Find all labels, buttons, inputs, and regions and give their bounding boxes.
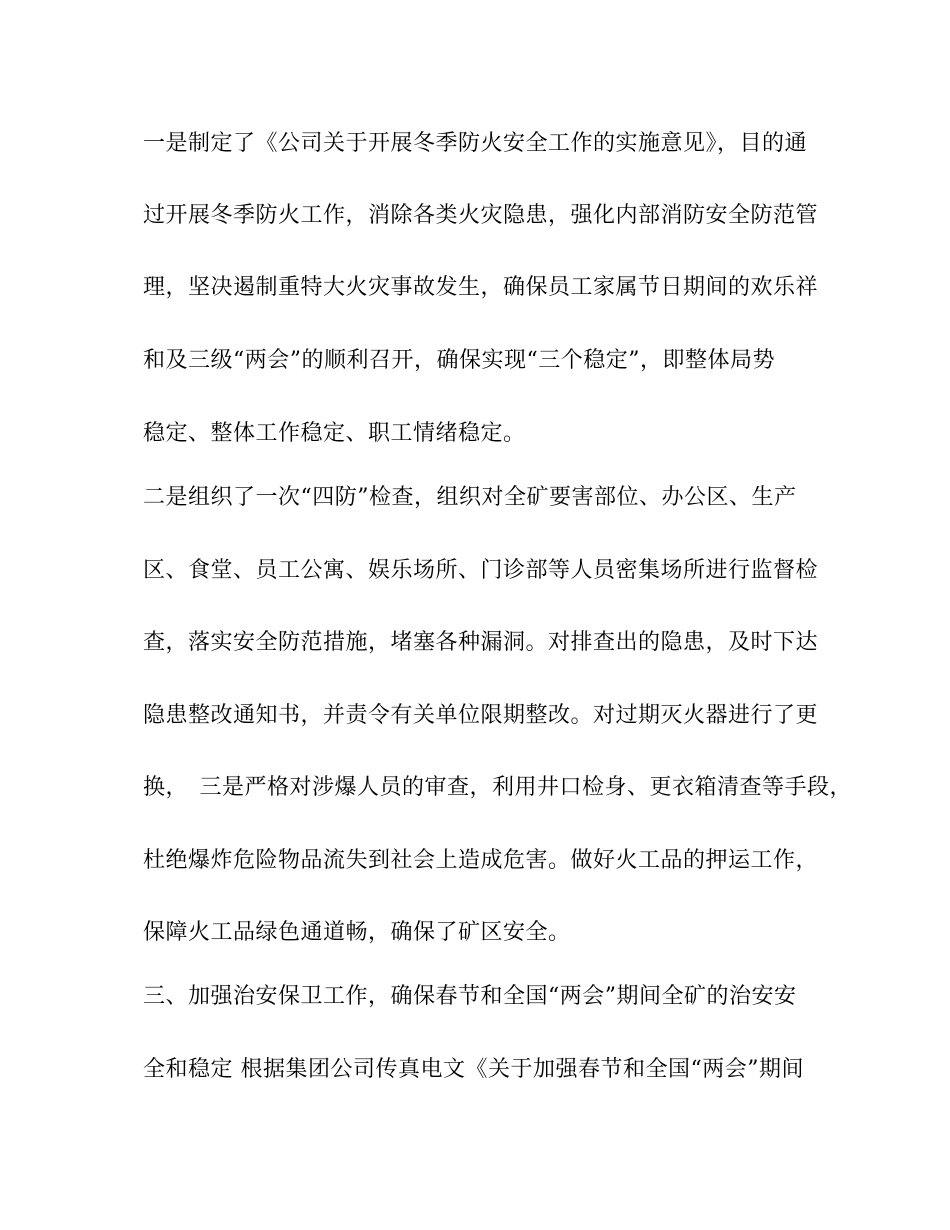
text-line: 查，落实安全防范措施，堵塞各种漏洞。对排查出的隐患，及时下达 [143, 630, 819, 655]
text-line: 杜绝爆炸危险物品流失到社会上造成危害。做好火工品的押运工作， [143, 848, 819, 873]
text-line: 换， 三是严格对涉爆人员的审查，利用井口检身、更衣箱清查等手段， [143, 775, 853, 800]
text-line: 理，坚决遏制重特大火灾事故发生，确保员工家属节日期间的欢乐祥 [143, 275, 819, 300]
text-line: 过开展冬季防火工作，消除各类火灾隐患，强化内部消防安全防范管 [143, 203, 819, 228]
text-line: 三、加强治安保卫工作，确保春节和全国“两会”期间全矿的治安安 [143, 984, 797, 1009]
text-line: 区、食堂、员工公寓、娱乐场所、门诊部等人员密集场所进行监督检 [143, 558, 819, 583]
text-line: 和及三级“两会”的顺利召开，确保实现“三个稳定”，即整体局势 [143, 348, 775, 373]
text-line: 稳定、整体工作稳定、职工情绪稳定。 [143, 421, 526, 446]
text-line: 保障火工品绿色通道畅，确保了矿区安全。 [143, 920, 571, 945]
text-line: 一是制定了《公司关于开展冬季防火安全工作的实施意见》，目的通 [143, 131, 808, 156]
text-line: 二是组织了一次“四防”检查，组织对全矿要害部位、办公区、生产 [143, 485, 797, 510]
text-line: 隐患整改通知书，并责令有关单位限期整改。对过期灭火器进行了更 [143, 703, 819, 728]
text-line: 全和稳定 根据集团公司传真电文《关于加强春节和全国“两会”期间 [143, 1057, 804, 1082]
